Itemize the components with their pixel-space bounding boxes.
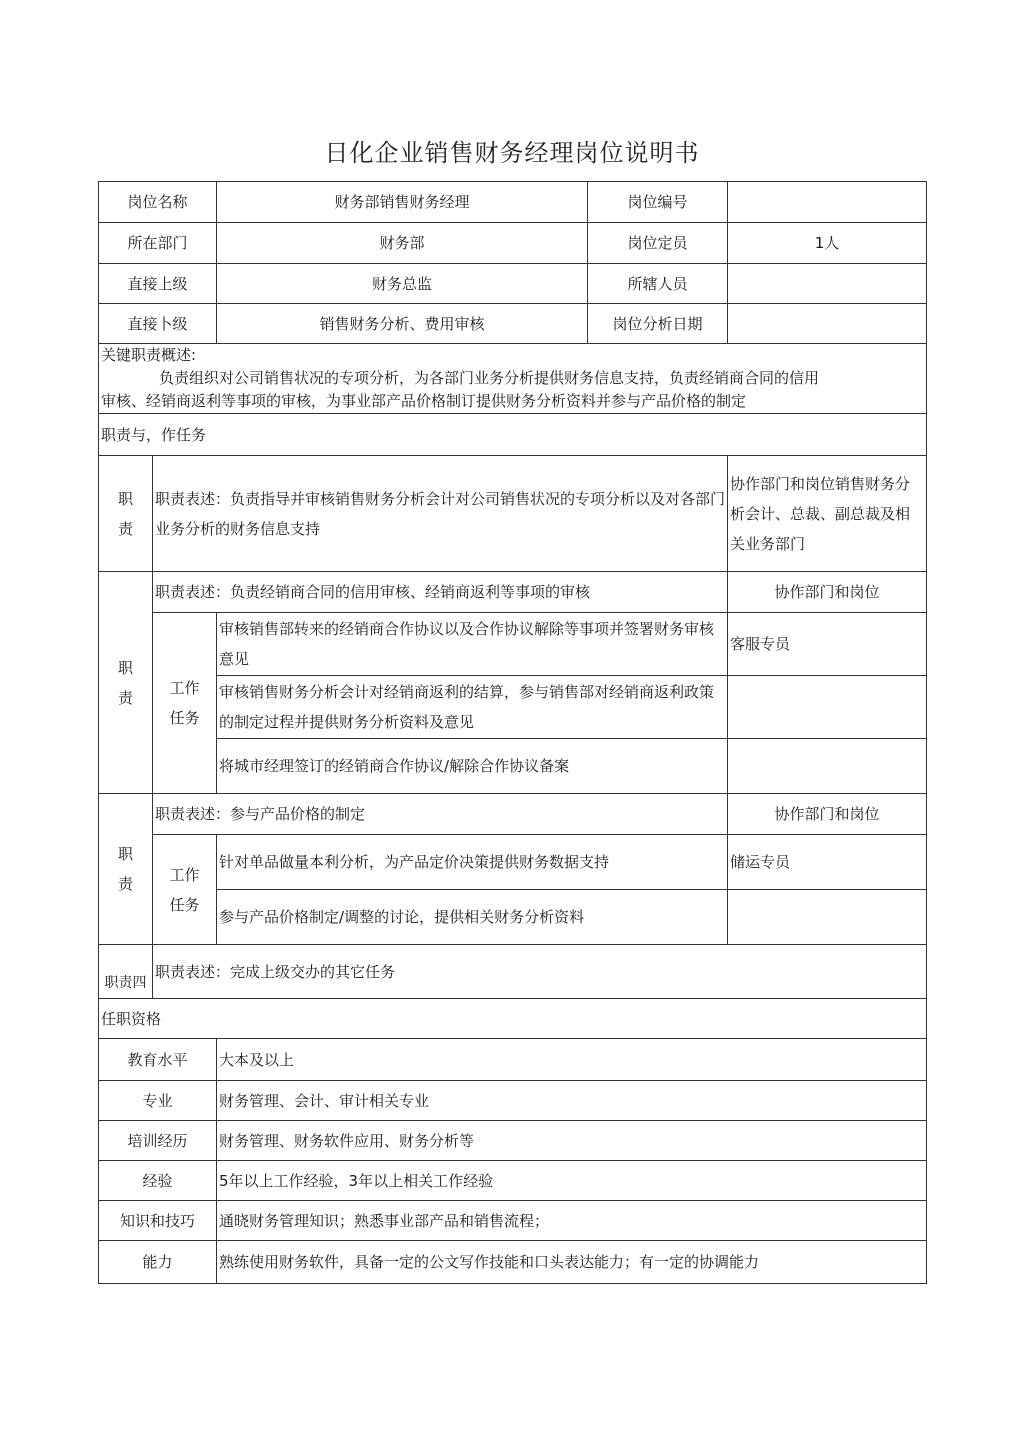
qualification-row — [99, 1201, 927, 1241]
duty-2-description-row — [99, 572, 927, 613]
duty-4-description: 职责表述：完成上级交办的其它任务 — [153, 945, 927, 999]
qualifications-heading: 任职资格 — [99, 999, 927, 1039]
duty-3-partners-header: 协作部门和岗位 — [728, 794, 927, 835]
info-row — [99, 304, 927, 344]
info-value: 财务总监 — [217, 264, 588, 304]
qualification-row — [99, 1081, 927, 1121]
duty-2-task-row — [99, 739, 927, 794]
duty-3-task-row — [99, 890, 927, 945]
task-text: 审核销售财务分析会计对经销商返利的结算，参与销售部对经销商返利政策的制定过程并提供财务分析资料及意见 — [217, 676, 728, 739]
qualification-label: 经验 — [99, 1161, 217, 1201]
info-label: 直接上级 — [99, 264, 217, 304]
task-partner — [728, 739, 927, 794]
info-value — [728, 182, 927, 223]
duty-1-description: 职责表述：负责指导并审核销售财务分析会计对公司销售状况的专项分析以及对各部门业务分析的财务信息支持 — [153, 456, 728, 572]
task-partner: 客服专员 — [728, 613, 927, 676]
duty-2-task-row — [99, 613, 927, 676]
duties-heading-row — [99, 414, 927, 456]
info-label: 所辖人员 — [588, 264, 728, 304]
info-row — [99, 182, 927, 223]
duty-3-description: 职责表述：参与产品价格的制定 — [153, 794, 728, 835]
summary-heading: 关键职责概述: — [101, 346, 197, 364]
qualification-value: 财务管理、财务软件应用、财务分析等 — [217, 1121, 927, 1161]
summary-cell — [99, 344, 927, 414]
duty-2-tasks-label: 工作 任务 — [153, 613, 217, 794]
qualification-value: 5年以上工作经验，3年以上相关工作经验 — [217, 1161, 927, 1201]
duty-2-task-row — [99, 676, 927, 739]
qualification-label: 知识和技巧 — [99, 1201, 217, 1241]
job-description-table — [98, 181, 927, 1284]
qualification-label: 能力 — [99, 1241, 217, 1284]
info-label: 直接卜级 — [99, 304, 217, 344]
qualification-value: 财务管理、会计、审计相关专业 — [217, 1081, 927, 1121]
duty-4-label: 职责四 — [99, 945, 153, 999]
qualification-value: 熟练使用财务软件，具备一定的公文写作技能和口头表达能力；有一定的协调能力 — [217, 1241, 927, 1284]
qualification-value: 大本及以上 — [217, 1039, 927, 1081]
qualification-label: 教育水平 — [99, 1039, 217, 1081]
summary-row — [99, 344, 927, 414]
task-text: 审核销售部转来的经销商合作协议以及合作协议解除等事项并签署财务审核意见 — [217, 613, 728, 676]
info-row — [99, 223, 927, 264]
qualification-row — [99, 1121, 927, 1161]
qualification-row — [99, 1039, 927, 1081]
summary-line: 审核、经销商返利等事项的审核，为事业部产品价格制订提供财务分析资料并参与产品价格的制定 — [101, 392, 747, 410]
duty-4-row — [99, 945, 927, 999]
info-value: 财务部 — [217, 223, 588, 264]
info-label: 所在部门 — [99, 223, 217, 264]
info-value — [728, 304, 927, 344]
info-row — [99, 264, 927, 304]
duty-2-label: 职 责 — [99, 572, 153, 794]
duty-3-tasks-label: 工作 任务 — [153, 835, 217, 945]
qualification-label: 专业 — [99, 1081, 217, 1121]
duties-heading: 职责与，作任务 — [99, 414, 927, 456]
qualification-label: 培训经历 — [99, 1121, 217, 1161]
duty-1-label: 职 责 — [99, 456, 153, 572]
duty-1-row — [99, 456, 927, 572]
duty-3-label: 职 责 — [99, 794, 153, 945]
duty-2-partners-header: 协作部门和岗位 — [728, 572, 927, 613]
info-label: 岗位定员 — [588, 223, 728, 264]
task-text: 参与产品价格制定/调整的讨论，提供相关财务分析资料 — [217, 890, 728, 945]
duty-3-description-row — [99, 794, 927, 835]
qualification-value: 通晓财务管理知识；熟悉事业部产品和销售流程； — [217, 1201, 927, 1241]
task-partner — [728, 890, 927, 945]
document-title: 日化企业销售财务经理岗位说明书 — [324, 139, 700, 167]
info-value: 1人 — [728, 223, 927, 264]
summary-line: 负责组织对公司销售状况的专项分析，为各部门业务分析提供财务信息支持，负责经销商合同的信用 — [159, 369, 820, 387]
qualification-row — [99, 1161, 927, 1201]
duty-2-description: 职责表述：负责经销商合同的信用审核、经销商返利等事项的审核 — [153, 572, 728, 613]
task-partner: 储运专员 — [728, 835, 927, 890]
info-value: 财务部销售财务经理 — [217, 182, 588, 223]
task-text: 针对单品做量本利分析，为产品定价决策提供财务数据支持 — [217, 835, 728, 890]
info-label: 岗位编号 — [588, 182, 728, 223]
task-text: 将城市经理签订的经销商合作协议/解除合作协议备案 — [217, 739, 728, 794]
task-partner — [728, 676, 927, 739]
info-value: 销售财务分析、费用审核 — [217, 304, 588, 344]
duty-3-task-row — [99, 835, 927, 890]
info-label: 岗位分析日期 — [588, 304, 728, 344]
info-label: 岗位名称 — [99, 182, 217, 223]
qualifications-heading-row — [99, 999, 927, 1039]
info-value — [728, 264, 927, 304]
duty-1-partners: 协作部门和岗位销售财务分析会计、总裁、副总裁及相关业务部门 — [728, 456, 927, 572]
qualification-row — [99, 1241, 927, 1284]
